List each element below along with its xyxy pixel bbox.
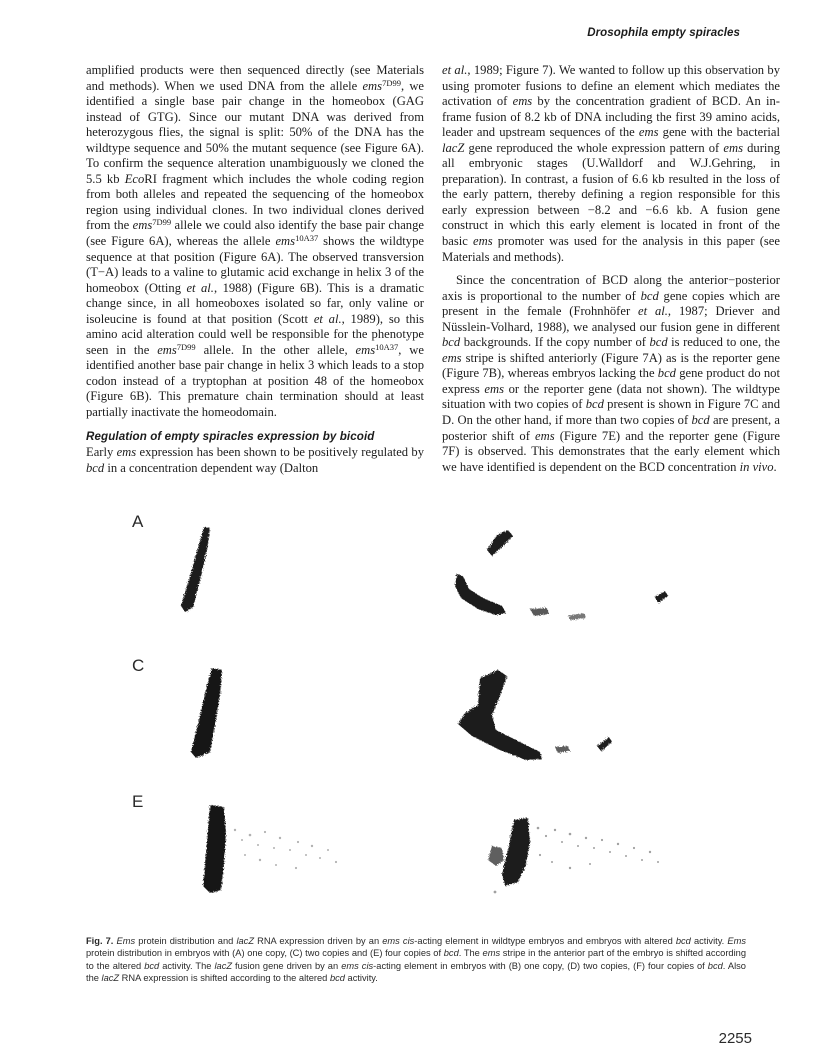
panel-c-ems-stripe [191, 668, 222, 758]
right-paragraph-1: et al., 1989; Figure 7). We wanted to follow up this observation by using promoter fusions to define an element which mediates the activation of ems by the concentration gradient of BCD. An in-frame fusion of 8.2 kb of DNA including the first 39 amino acids, leader and upstream sequences of the ems gene with the bacterial lacZ gene reproduced the whole expression pattern of ems during all embryonic stages (U.Walldorf and W.J.Gehring, in preparation). In contrast, a fusion of 6.6 kb resulted in the loss of the early pattern, thereby defining a region responsible for this early expression between −8.2 and −6.6 kb. A fusion gene construct in which this early element is located in front of the basic ems promoter was used for the analysis in this paper (see Materials and methods). [442, 63, 781, 264]
left-paragraph-2: Early ems expression has been shown to be positively regulated by bcd in a concentration dependent way (Dalton [86, 445, 424, 475]
panel-e-faint-stain [234, 829, 337, 869]
figure-7 [100, 510, 720, 930]
running-header: Drosophila empty spiracles [587, 27, 740, 39]
page-number: 2255 [718, 1030, 752, 1047]
left-paragraph-1: amplified products were then sequenced directly (see Materials and methods). When we used DNA from the allele ems$^{7D99}$, we identified a single base pair change in the homeobox (GAG instead of GTG). Since our mutant DNA was derived from heterozygous flies, the signal is split: 50% of the DNA has the wildtype sequence and 50% the mutant sequence (see Figure 6A). To confirm the sequence alteration unambiguously we cloned the 5.5 kb EcoRI fragment which includes the whole coding region from both alleles and repeated the sequencing of the homeobox region using individual clones. In two individual clones derived from the ems$^{7D99}$ allele we could also identify the base pair change (see Figure 6A), whereas the allele ems$^{10A37}$ shows the wildtype sequence at that position (Figure 6A). The observed transversion (T−A) leads to a valine to glutamic acid exchange in helix 3 of the homeobox (Otting et al., 1988) (Figure 6B). This is a dramatic change since, in all homeoboxes isolated so far, only valine or isoleucine is found at that position (Scott et al., 1989), so this amino acid alteration could well be responsible for the phenotype seen in the ems$^{7D99}$ allele. In the other allele, ems$^{10A37}$, we identified another base pair change in helix 3 which leads to a stop codon instead of a tryptophan at position 48 of the homeobox (Figure 6B). This premature chain termination should at least partially inactivate the homeodomain. [86, 63, 425, 420]
panel-e-ems-stripe [203, 805, 226, 893]
panel-b-lacz-expression [455, 530, 668, 620]
panel-label-a: A [132, 512, 144, 531]
right-paragraph-2: Since the concentration of BCD along the anterior−posterior axis is proportional to the number of bcd gene copies which are present in the female (Frohnhöfer et al., 1987; Driever and Nüsslein-Volhard, 1988), we analysed our fusion gene in different bcd backgrounds. If the copy number of bcd is reduced to one, the ems stripe is shifted anteriorly (Figure 7A) as is the reporter gene (Figure 7B), whereas embryos lacking the bcd gene product do not express ems or the reporter gene (data not shown). The wildtype situation with two copies of bcd present is shown in Figure 7C and D. On the other hand, if more than two copies of bcd are present, a posterior shift of ems (Figure 7E) and the reporter gene (Figure 7F) is observed. This demonstrates that the early element which we have identified is dependent on the BCD concentration in vivo. [442, 273, 781, 474]
panel-label-c: C [132, 656, 145, 675]
panel-label-e: E [132, 792, 144, 811]
figure-7-micrographs [100, 510, 720, 930]
left-column [86, 63, 424, 476]
panel-a-ems-stripe [181, 527, 210, 612]
figure-caption: Fig. 7. Ems protein distribution and lacZ RNA expression driven by an ems cis-acting element in wildtype embryos and embryos with altered bcd activity. Ems protein distribution in embryos with (A) one copy, (C) two copies and (E) four copies of bcd. The ems stripe in the anterior part of the embryo is shifted according to the altered bcd activity. The lacZ fusion gene driven by an ems cis-acting element in embryos with (B) one copy, (D) two copies, (F) four copies of bcd. Also the lacZ RNA expression is shifted according to the altered bcd activity. [86, 936, 746, 983]
right-column [442, 63, 780, 475]
panel-d-lacz-expression [458, 670, 612, 760]
section-heading: Regulation of empty spiracles expression by bicoid [86, 429, 375, 443]
panel-f-lacz-expression [488, 818, 530, 886]
